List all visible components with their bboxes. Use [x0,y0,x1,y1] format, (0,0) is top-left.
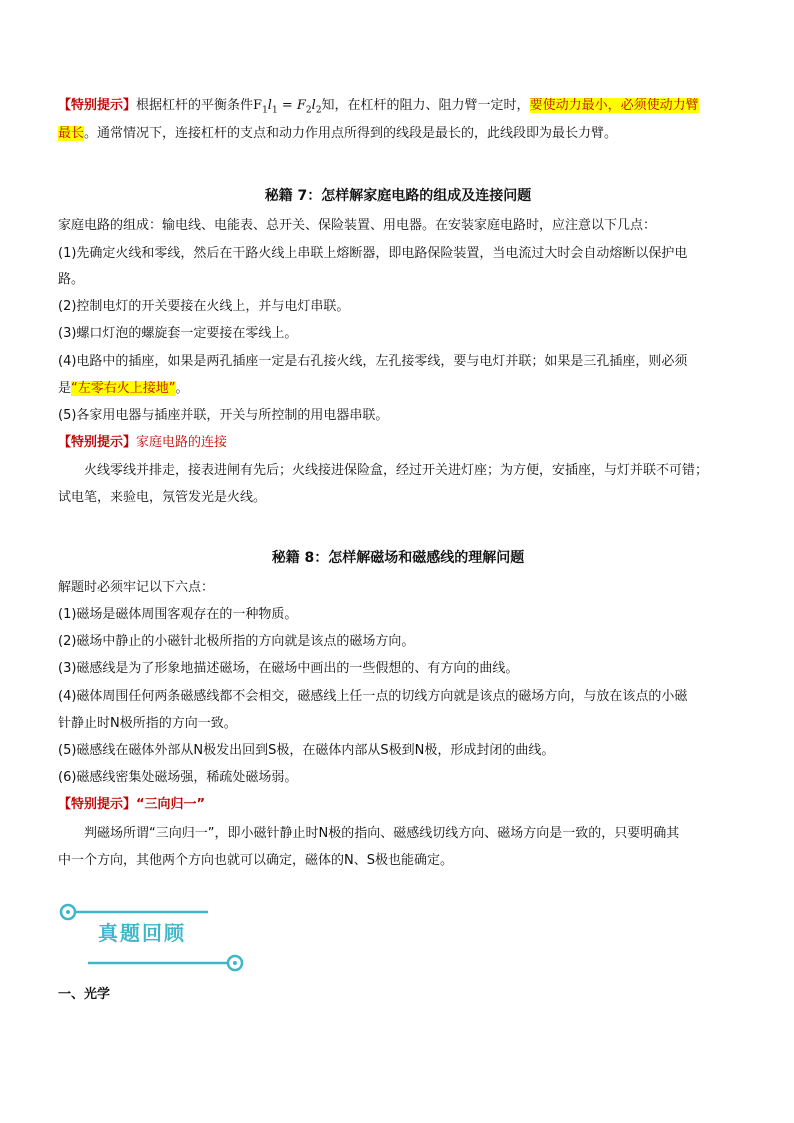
s7-item-2: (2)控制电灯的开关要接在火线上，并与电灯串联。 [58,299,350,314]
s7-intro: 家庭电路的组成：输电线、电能表、总开关、保险装置、用电器。在安装家庭电路时，应注意以下几点： [58,218,657,233]
s8-intro: 解题时必须牢记以下六点： [58,580,215,595]
s7-item-4: (4)电路中的插座，如果是两孔插座一定是右孔接火线，左孔接零线，要与电灯并联；如果是三孔插座，则必须 [58,354,688,369]
s8-item-4: (4)磁体周围任何两条磁感线都不会相交，磁感线上任一点的切线方向就是该点的磁场方向，与放在该点的小磁 [58,689,688,704]
s7-item-4-cont [58,379,738,399]
tip-label: 【特别提示】 [58,98,137,113]
lever-tip-line-2 [58,124,738,144]
banner-title: 真题回顾 [98,921,186,945]
section-7-title: 秘籍 7：怎样解家庭电路的组成及连接问题 [264,188,532,204]
s7-item-5: (5)各家用电器与插座并联，开关与所控制的用电器串联。 [58,408,389,423]
s8-item-5: (5)磁感线在磁体外部从N极发出回到S极，在磁体内部从S极到N极，形成封闭的曲线。 [58,743,555,758]
s8-tip-text-2: 中一个方向，其他两个方向也就可以确定，磁体的N、S极也能确定。 [58,853,453,868]
text: 是 [58,381,72,396]
s7-tip [58,433,738,453]
s8-item-1: (1)磁场是磁体周围客观存在的一种物质。 [58,607,298,622]
s8-tip-text-1: 判磁场所谓“三向归一”，即小磁针静止时N极的指向、磁感线切线方向、磁场方向是一致的，只要明确其 [84,826,680,841]
s8-item-6: (6)磁感线密集处磁场强，稀疏处磁场弱。 [58,770,298,785]
text: 。通常情况下，连接杠杆的支点和动力作用点所得到的线段是最长的，此线段即为最长力臂。 [84,126,618,141]
s8-item-2: (2)磁场中静止的小磁针北极所指的方向就是该点的磁场方向。 [58,634,415,649]
s7-tip-text-1: 火线零线并排走，接表进闸有先后；火线接进保险盒，经过开关进灯座；为方便，安插座，与灯并联不可错； [84,463,709,478]
text: 知，在杠杆的阻力、阻力臂一定时， [321,98,530,113]
s7-tip-text-2: 试电笔，来验电，氖管发光是火线。 [58,490,267,505]
formula: $F_1l_1 = F_2l_2$ [253,98,322,116]
highlight-text: 最长 [58,126,85,141]
lever-tip-line-1 [58,96,738,121]
section-8-title: 秘籍 8：怎样解磁场和磁感线的理解问题 [271,550,525,566]
text: 。 [175,381,189,396]
s8-item-3: (3)磁感线是为了形象地描述磁场，在磁场中画出的一些假想的、有方向的曲线。 [58,661,519,676]
s7-item-1: (1)先确定火线和零线，然后在干路火线上串联上熔断器，即电路保险装置，当电流过大时会自动熔断以保护电 [58,246,688,261]
highlight-text: 要使动力最小，必须使动力臂 [529,98,699,113]
s8-item-4-cont: 针静止时N极所指的方向一致。 [58,716,237,731]
section-heading: 一、光学 [58,987,111,1002]
tip-title: “三向归一” [136,797,206,812]
highlight-text: “左零右火上接地” [71,381,176,396]
tip-label: 【特别提示】 [58,435,137,450]
s7-item-1-cont: 路。 [58,272,85,287]
tip-title: 家庭电路的连接 [136,435,228,450]
text: 根据杠杆的平衡条件 [136,98,254,113]
s7-item-3: (3)螺口灯泡的螺旋套一定要接在零线上。 [58,326,298,341]
s8-tip [58,795,738,815]
tip-label: 【特别提示】 [58,797,137,812]
